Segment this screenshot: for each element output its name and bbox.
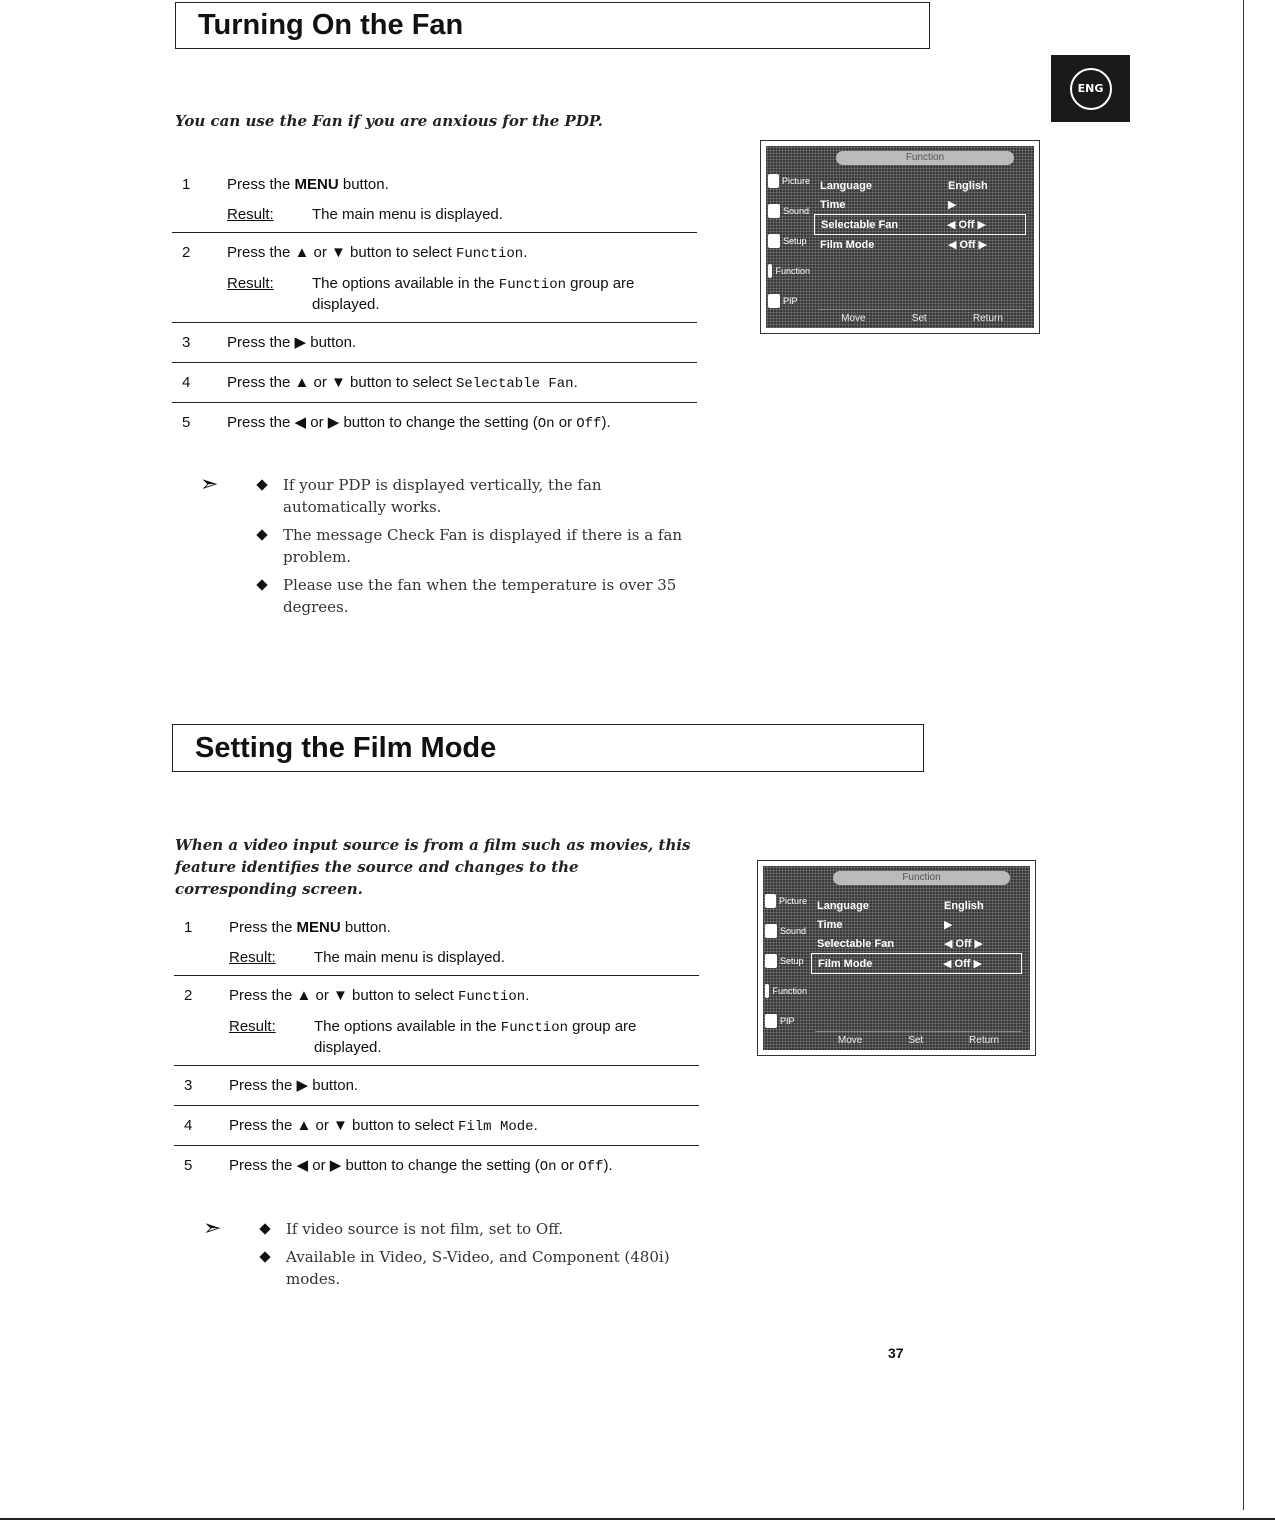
step xyxy=(174,1146,699,1186)
result-text: The main menu is displayed. xyxy=(314,949,505,966)
step-code: Off xyxy=(578,1159,604,1175)
menu-row: Language English xyxy=(817,899,984,912)
menu-row: Language English xyxy=(820,179,988,192)
note-item: Please use the fan when the temperature is over 35 degrees. xyxy=(255,574,685,618)
menu-side-item: Function xyxy=(766,256,810,286)
step-result xyxy=(229,1017,699,1058)
step xyxy=(172,233,697,323)
step-text: Press the ▲ or ▼ button to select xyxy=(227,244,456,261)
menu-screenshot-fan xyxy=(760,140,1040,334)
step xyxy=(174,1066,699,1106)
step-text: ). xyxy=(601,414,611,431)
step-code: On xyxy=(539,1159,557,1175)
step-code: Film Mode xyxy=(457,1119,534,1135)
step-key: MENU xyxy=(296,919,341,936)
step-text: or xyxy=(556,1157,579,1174)
step-text: Press the ◀ or ▶ button to change the setting ( xyxy=(229,1157,540,1174)
step-text: button. xyxy=(340,919,391,936)
step-text: Press the ▶ button. xyxy=(229,1077,359,1094)
step-text: Press the ▲ or ▼ button to select xyxy=(229,1117,458,1134)
menu-row: Time ▶ xyxy=(817,918,953,931)
page-edge-rule xyxy=(1243,0,1244,1510)
note-list xyxy=(258,1218,688,1296)
step-number: 5 xyxy=(184,1157,193,1174)
menu-side-item: PIP xyxy=(766,286,810,316)
language-badge: ENG xyxy=(1070,68,1112,110)
section-title-film-mode: Setting the Film Mode xyxy=(172,724,924,772)
note-item: If your PDP is displayed vertically, the fan automatically works. xyxy=(255,474,685,518)
step-number: 3 xyxy=(184,1077,193,1094)
step-number: 4 xyxy=(182,374,191,391)
note-arrow-icon: ➣ xyxy=(200,471,219,496)
menu-side-item: Function xyxy=(763,976,807,1006)
menu-header: Function xyxy=(836,151,1014,165)
menu-footer: Move Set Return xyxy=(818,309,1026,326)
result-label: Result: xyxy=(229,1018,276,1035)
note-item: The message Check Fan is displayed if there is a fan problem. xyxy=(255,524,685,568)
step-number: 3 xyxy=(182,334,191,351)
step-text: . xyxy=(523,244,528,261)
menu-side-item: Setup xyxy=(766,226,810,256)
menu-footer: Move Set Return xyxy=(815,1031,1022,1048)
steps-film-mode xyxy=(174,908,699,1186)
step-text: . xyxy=(573,374,578,391)
menu-sidebar xyxy=(763,886,807,1050)
step-result xyxy=(227,205,697,225)
menu-row: Selectable Fan ◀ Off ▶ xyxy=(817,937,983,950)
step xyxy=(172,363,697,403)
step-number: 2 xyxy=(184,987,193,1004)
result-text: The options available in the Function group are displayed. xyxy=(312,275,635,313)
result-text: The options available in the Function group are displayed. xyxy=(314,1018,637,1056)
step-number: 1 xyxy=(182,176,191,193)
step xyxy=(172,165,697,233)
step-text: Press the xyxy=(227,176,295,193)
section-title-fan: Turning On the Fan xyxy=(175,2,930,49)
step-text: Press the ▲ or ▼ button to select xyxy=(227,374,456,391)
page-bottom-rule xyxy=(0,1518,1275,1520)
step-text: Press the ◀ or ▶ button to change the setting ( xyxy=(227,414,538,431)
menu-options xyxy=(811,896,1022,974)
step-result xyxy=(227,274,697,315)
section-intro-fan: You can use the Fan if you are anxious for the PDP. xyxy=(175,112,603,130)
step-code: Function xyxy=(457,989,526,1005)
menu-row-selected: Selectable Fan ◀ Off ▶ xyxy=(814,214,1026,235)
step-code: Function xyxy=(455,246,524,262)
menu-side-item: Sound xyxy=(763,916,807,946)
step-key: MENU xyxy=(294,176,339,193)
step xyxy=(174,976,699,1066)
note-arrow-icon: ➣ xyxy=(203,1215,222,1240)
menu-options xyxy=(814,176,1026,254)
menu-side-item: Picture xyxy=(766,166,810,196)
menu-header: Function xyxy=(833,871,1010,885)
step-text: Press the xyxy=(229,919,297,936)
result-label: Result: xyxy=(229,949,276,966)
result-text: The main menu is displayed. xyxy=(312,206,503,223)
step-number: 2 xyxy=(182,244,191,261)
menu-side-item: Picture xyxy=(763,886,807,916)
step-code: Selectable Fan xyxy=(455,376,574,392)
menu-side-item: PIP xyxy=(763,1006,807,1036)
step-text: Press the ▶ button. xyxy=(227,334,357,351)
step-text: or xyxy=(554,414,577,431)
step xyxy=(172,403,697,443)
step-number: 5 xyxy=(182,414,191,431)
note-item: Available in Video, S-Video, and Component (480i) modes. xyxy=(258,1246,688,1290)
step-result xyxy=(229,948,699,968)
page-number: 37 xyxy=(888,1345,904,1361)
menu-side-item: Setup xyxy=(763,946,807,976)
result-label: Result: xyxy=(227,275,274,292)
section-intro-film-mode: When a video input source is from a film such as movies, this feature identifies the source and changes to the corresponding screen. xyxy=(175,836,691,898)
result-label: Result: xyxy=(227,206,274,223)
step-code: On xyxy=(537,416,555,432)
menu-screenshot-film-mode xyxy=(757,860,1036,1056)
menu-sidebar xyxy=(766,166,810,328)
step-code: Off xyxy=(576,416,602,432)
language-tab xyxy=(1051,55,1130,122)
menu-side-item: Sound xyxy=(766,196,810,226)
note-list xyxy=(255,474,685,624)
menu-row: Time ▶ xyxy=(820,198,957,211)
menu-row: Film Mode ◀ Off ▶ xyxy=(820,238,987,251)
step-number: 1 xyxy=(184,919,193,936)
step-text: ). xyxy=(603,1157,613,1174)
steps-fan xyxy=(172,165,697,443)
step xyxy=(174,1106,699,1146)
step-text: Press the ▲ or ▼ button to select xyxy=(229,987,458,1004)
step xyxy=(174,908,699,976)
menu-row-selected: Film Mode ◀ Off ▶ xyxy=(811,953,1022,974)
note-item: If video source is not film, set to Off. xyxy=(258,1218,688,1240)
step-text: . xyxy=(525,987,530,1004)
step-number: 4 xyxy=(184,1117,193,1134)
step-text: button. xyxy=(338,176,389,193)
step-text: . xyxy=(533,1117,538,1134)
step xyxy=(172,323,697,363)
